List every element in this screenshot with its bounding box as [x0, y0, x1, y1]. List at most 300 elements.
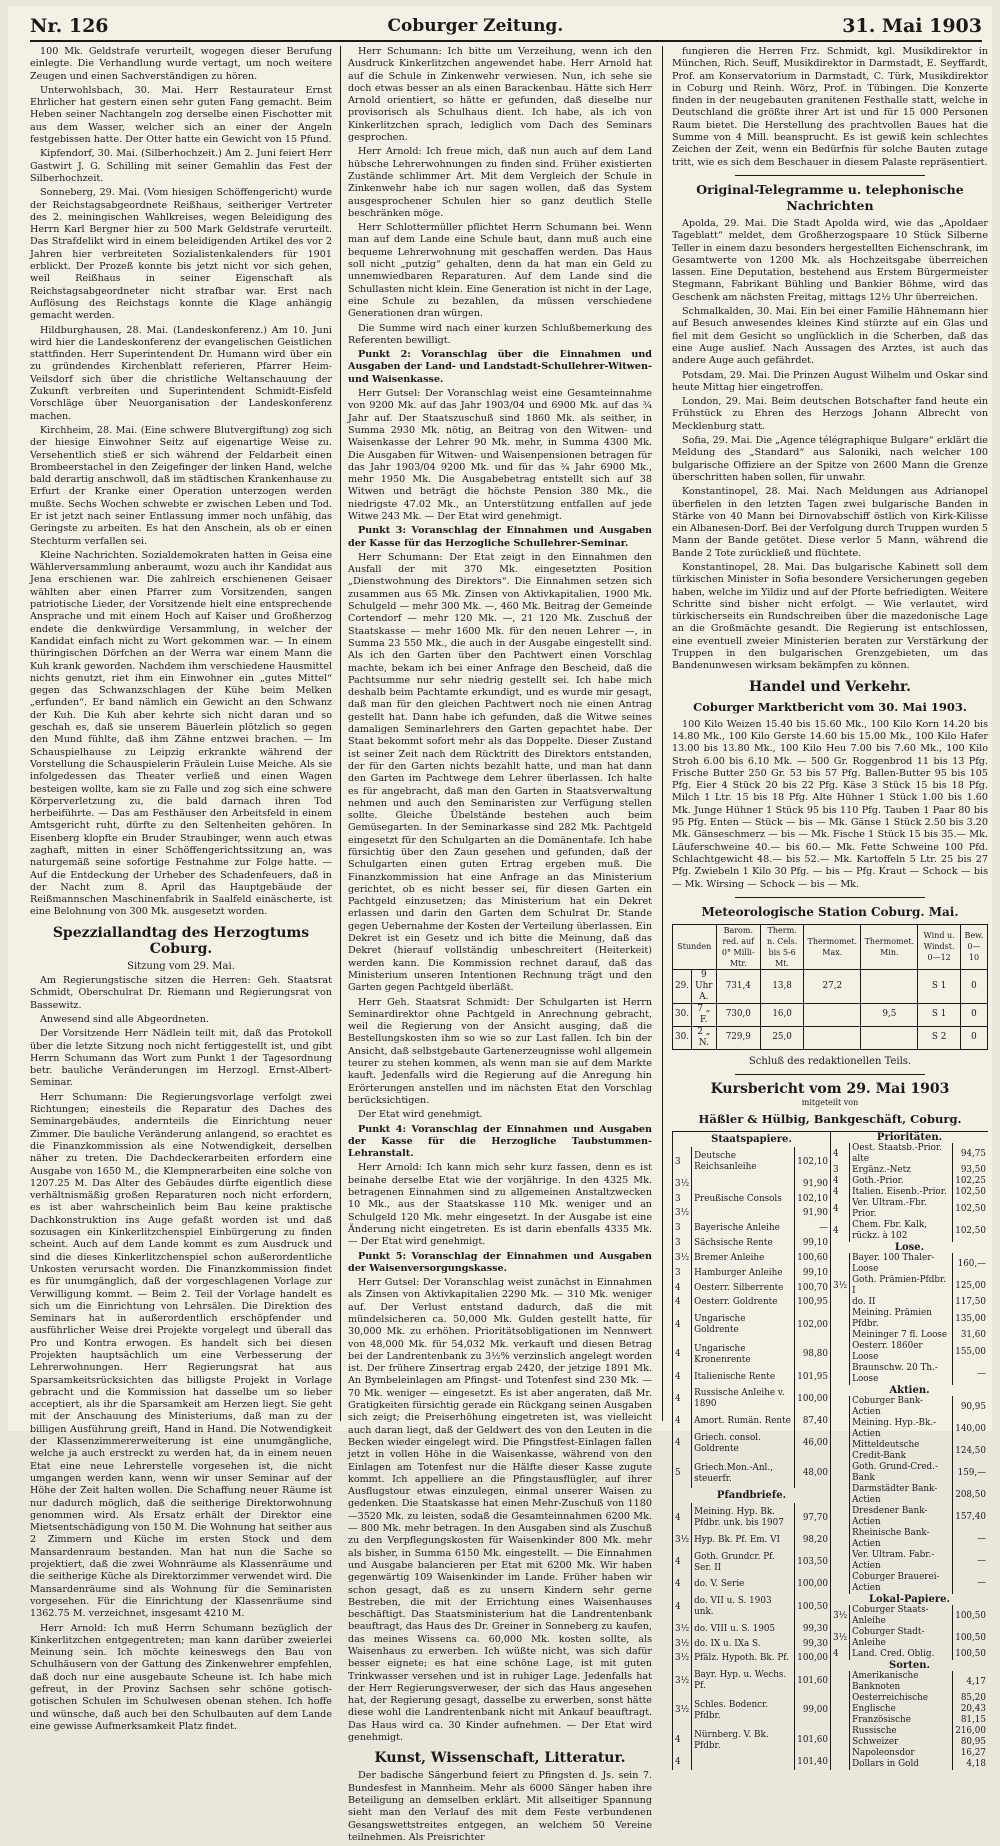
stock-name: Meininger 7 fl. Loose [850, 1330, 953, 1341]
stock-rate [831, 1484, 850, 1506]
stock-rate: 4 [673, 1385, 692, 1415]
stock-name: Italien. Eisenb.-Prior. [850, 1187, 953, 1198]
bank-name: Häßler & Hülbig, Bankgeschäft, Coburg. [698, 1112, 962, 1127]
stock-row [831, 1737, 989, 1748]
stock-row [831, 1715, 989, 1726]
stock-row [831, 1671, 989, 1693]
column-2 [348, 46, 652, 1846]
stock-rate: 4 [673, 1370, 692, 1385]
stock-name: Sächsische Rente [692, 1236, 795, 1251]
stock-name: Ungarische Kronenrente [692, 1340, 795, 1370]
article-text: Herr Arnold: Ich freue mich, daß nun auch auf dem Land hübsche Lehrerwohnungen zu finden sind. Früher existierten Zustände schlimmer Art. Mit dem Vergleich der Schule in Zinkenwehr habe ich nur sagen wollen, daß das System ausgesprochener Schulen hier so ganz deutlich Stelle beschränken möge. [348, 146, 652, 219]
stock-rate: 3 [673, 1221, 692, 1236]
stock-rate: 4 [673, 1592, 692, 1622]
stock-price: 100,50 [953, 1649, 988, 1660]
stock-row [673, 1622, 831, 1637]
stock-rate: 4 [673, 1310, 692, 1340]
stock-price: 87,40 [795, 1414, 830, 1429]
stock-price: 91,90 [795, 1207, 830, 1222]
stock-name: Chem. Fbr. Kalk, rückz. à 102 [850, 1220, 953, 1242]
stock-row [831, 1176, 989, 1187]
article-text: Herr Schumann: Die Regierungsvorlage verfolgt zwei Richtungen; einesteils die Reparatur des Daches des Seminargebäudes, andernteils die Einrichtung neuer Zimmer. Die bauliche Veränderung anlangend, so erachtet es die Finanzkommission als eine Notwendigkeit, derselben näher zu treten. Die Dachdeckerarbeiten erfordern eine Ausgabe von 1650 M., die Klempnerarbeiten eine solche von 1207.25 M. Das Alter des Gebäudes dürfte eigentlich diese verhältnismäßig großen Reparaturen noch nicht erfordern, es ist aber wahrscheinlich beim Bau keine praktische Dachkonstruktion ins Auge gefaßt worden ist und daß sozusagen ein Kinkerlitzchenspiel Einbürgerung zu finden scheint. Auch auf dem Lande kommt es zum Ausdruck und sind die dieses Kinkerlitzchenspiel schon außerordentliche Unkosten verursacht worden. Die Finanzkommission findet es für unumgänglich, daß der vorgeschlagenen Vorlage zur Verwilligung kommt. — Beim 2. Teil der Vorlage handelt es sich um die Einrichtung von Lehrsälen. Die Direktion des Seminars hat in außerordentlich erschöpfender und ausführlicher Weise drei Projekte vorgelegt und überall das Pro und Kontra erwogen. Es handelt sich bei diesen Projekten hauptsächlich um eine Verbesserung der Lehrerwohnungen. Herr Regierungsrat hat aus Sparsamkeitsrücksichten das billigste Projekt in Vorlage gebracht und die Kommission hat dasselbe um so lieber acceptiert, als ihr die Sparsamkeit am Herzen liegt. Sie geht mit der Anschauung des Ministeriums, daß man zu der billigen Ausführung greift, Hand in Hand. Die Notwendigkeit der Klassenzimmererweiterung ist eine unumgängliche, welche ja auch erstreckt zu werden hat, da in einem neuen Etat eine neue Lehrerstelle vorgesehen ist, die nicht umgangen werden kann, wenn wir unser Seminar auf der Höhe der Zeit halten wollen. Die Schaffung neuer Räume ist nur dadurch möglich, daß die seitherige Direktorwohnung genommen wird. Als Ersatz erhält der Direktor eine Mietsentschädigung von 150 M. Die Wohnung hat seither aus 2 Zimmern und Küche im ersten Stock und dem Mansardenraum bestanden. Man hat nun die Sache so projektiert, daß die zwei Wohnräume als Klassenräume und die seitherige Küche als Direktorzimmer verwendet wird. Die Mansardenräume sind als Wohnung für die Seminaristen vorgesehen. Für die Einrichtung der Klassenräume sind 1362.75 M. verzeichnet, insgesamt 4210 M. [30, 1091, 332, 1620]
stock-name: Dollars in Gold [850, 1759, 953, 1770]
stock-price: — [795, 1221, 830, 1236]
weather-heading: Meteorologische Station Coburg. Mai. [701, 904, 959, 919]
article-text: Herr Arnold: Ich muß Herrn Schumann bezüglich der Kinkerlitzchen entgegentreten; man kann darüber zweierlei Meinung sein. Ich möchte keineswegs den Bau von Schulhäusern von der Gattung des Zinkenwehrer empfehlen, daß doch nur eine ausgebaute Scheune ist. Ich habe mich gefreut, in der Provinz Sachsen sehr schöne gotisch-gotischen Schulen im Schulwesen obenan stehen. Ich hoffe und wünsche, daß auch bei den Schulbauten auf dem Lande eine gewisse Aufmerksamkeit Platz findet. [30, 1622, 332, 1732]
stock-price: 157,40 [953, 1506, 988, 1528]
weather-header: Thermomet. Min. [861, 924, 918, 969]
issue-date: 31. Mai 1903 [842, 15, 982, 37]
stock-price: 216,00 [953, 1726, 988, 1737]
stock-row [673, 1652, 831, 1667]
stock-rate [831, 1737, 850, 1748]
stock-rate: 3½ [831, 1275, 850, 1297]
stock-name: Goth.-Prior. [850, 1176, 953, 1187]
article-text: Unterwohlsbach, 30. Mai. Herr Restaurateur Ernst Ehrlicher hat gestern einen sehr guten Fang gemacht. Beim Heben seiner Nachtangeln zog derselbe einen Fischotter mit aus dem Wasser, welcher sich an einer der Angeln festgebissen hatte. Der Otter hatte ein Gewicht von 15 Pfund. [30, 84, 332, 146]
stock-row [673, 1577, 831, 1592]
article-text: Herr Gutsel: Der Voranschlag weist zunächst in Einnahmen als Zinsen von Aktivkapitalien 2290 Mk. — 310 Mk. weniger auf. Der Verlust entstand dadurch, daß die mit mündelsicheren ca. 50,000 Mk. Gulden gestellt hatte, für 30,000 Mk. zu erhöhen. Prioritätsobligationen im Nennwert von 48,000 Mk. für 54,032 Mk. verkauft und diesen Betrag bei der Landrentenbank zu 3½% verzinslich angelegt worden ist. Der frühere Zinsertrag ergab 2420, der jetzige 1891 Mk. An Bymbeleinlagen am Pfingst- und Totenfest sind 230 Mk. — 70 Mk. weniger — eingesetzt. Es ist aber angeraten, daß Mr. Gratigkeiten fürsichtig gerade ein Rückgang seinen Ausgaben sich zeigt; die Preiserhöhung eingetreten ist, was vielleicht auch daran liegt, daß der Geldwert des von den Leuten in die Becken wieder eingelegt wird. Die Pfingstfest-Einlagen fallen jetzt in vollen Höhe in die Waisenkasse, während von den Einlagen am Totenfest nur die Hälfte dieser Kasse zugute kommt. Ich appelliere an die Pfingstausflügler, auf ihrer Ausflugstour etwas einzulegen, einmal unserer Waisen zu gedenken. Die Staatskasse hat einen Mehr-Zuschuß von 1180—3520 Mk. zu leisten, sodaß die Gesamteinnahmen 6200 Mk. — 800 Mk. mehr betragen. In den Ausgaben sind als Zuschuß zu den Verpflegungskosten für Waisenkinder 800 Mk. mehr als bisher, in Summa 6150 Mk. eingestellt. — Die Einnahmen und Ausgabe balancieren per Etat mit 6200 Mk. Wir haben gegenwärtig 109 Waisenkinder im Lande. Früher haben wir schon gesagt, daß es zu unsern Kindern sehr gerne Bestreben, die mit der Errichtung eines Waisenhauses beschäftigt. Das Staatsministerium hat die Landrentenbank beauftragt, das Haus des Dr. Greiner in Sonneberg zu kaufen, das meines Wissens ca. 60,000 Mk. kosten sollte, als Waisenhaus zu erwerben. Ich wüßte nicht, was sich dafür besser eignete; es hat eine schöne Lage, ist mit guten Trinkwasser versehen und ist in ruhiger Lage. Jedenfalls hat der Herr Regierungsverweser, der sich das Haus angesehen hat, der Regierung gesagt, dasselbe zu erwerben, sonst hätte diese wohl die Landrentenbank nicht mit Ankauf beauftragt. Das Haus wird ca. 30 Kinder aufnehmen. — Der Etat wird genehmigt. [348, 1277, 652, 1744]
stock-row [831, 1550, 989, 1572]
stock-price: 125,00 [953, 1275, 988, 1297]
weather-header: Bew. 0—10 [960, 924, 987, 969]
stock-rate [831, 1418, 850, 1440]
stock-price: 31,60 [953, 1330, 988, 1341]
stock-name: do. VII u. S. 1903 unk. [692, 1592, 795, 1622]
stock-name: Griech. consol. Goldrente [692, 1429, 795, 1459]
stock-rate: 3½ [831, 1627, 850, 1649]
stock-row [831, 1253, 989, 1275]
stock-name: Schles. Bodencr. Pfdbr. [692, 1696, 795, 1726]
stock-row [673, 1370, 831, 1385]
stock-rate [831, 1363, 850, 1385]
stock-name: Hamburger Anleihe [692, 1266, 795, 1281]
editorial-end: Schluß des redaktionellen Teils. [748, 1055, 912, 1067]
stock-price: 4,18 [953, 1759, 988, 1770]
stock-rate [831, 1550, 850, 1572]
stock-rate [831, 1253, 850, 1275]
newspaper-page [8, 6, 992, 1843]
weather-cell: 27,2 [804, 969, 861, 1003]
telegram: Sofia, 29. Mai. Die „Agence télégraphique Bulgare“ erklärt die Meldung des „Standard“ aus Saloniki, nach welcher 100 bulgarische Offiziere an der Spitze von 2600 Mann die Grenze überschritten haben sollen, für unwahr. [672, 435, 988, 483]
stock-price: 98,80 [795, 1340, 830, 1370]
stock-price: 99,30 [795, 1637, 830, 1652]
stock-rate [831, 1704, 850, 1715]
stock-row [831, 1627, 989, 1649]
stock-row [831, 1308, 989, 1330]
stock-price: 101,60 [795, 1666, 830, 1696]
divider [735, 1074, 925, 1075]
stock-rate [831, 1396, 850, 1418]
stock-row [673, 1385, 831, 1415]
weather-cell: 25,0 [760, 1026, 803, 1049]
stock-rate: 3½ [673, 1652, 692, 1667]
stock-row [673, 1177, 831, 1192]
stock-name: Ver. Ultram. Fabr.-Actien [850, 1550, 953, 1572]
weather-cell [804, 1026, 861, 1049]
stock-rate: 3½ [673, 1637, 692, 1652]
stock-rate: 4 [673, 1755, 692, 1770]
stock-row [831, 1605, 989, 1627]
stock-name: Meining. Prämien Pfdbr. [850, 1308, 953, 1330]
divider [735, 175, 925, 176]
column-rule [340, 46, 341, 1421]
stock-row [673, 1192, 831, 1207]
stock-row [831, 1187, 989, 1198]
stock-name: Coburger Brauerei-Actien [850, 1572, 953, 1594]
stock-row [673, 1666, 831, 1696]
article-text: Anwesend sind alle Abgeordneten. [40, 1013, 209, 1025]
stock-name: do. VIII u. S. 1905 [692, 1622, 795, 1637]
stock-rate: 3½ [673, 1533, 692, 1548]
stock-row [831, 1418, 989, 1440]
stock-name: Land. Cred. Oblig. [850, 1649, 953, 1660]
stock-name: Braunschw. 20 Th.-Loose [850, 1363, 953, 1385]
stock-price: — [953, 1363, 988, 1385]
article-text: Herr Geh. Staatsrat Schmidt: Der Schulgarten ist Herrn Seminardirektor ohne Pachtgeld in Anrechnung gebracht, weil die Regierung von der Ansicht ausging, daß die Bestellungskosten ihm so wie so zur Last fallen. Ich bin der Ansicht, daß selbstgebaute Gartenerzeugnisse wohl allgemein teurer zu stehen kommen, als wenn man sie auf dem Markte kauft. Jedenfalls wird die Regierung auf die Anregung hin Erörterungen anstellen und im nächsten Etat den Vorschlag berücksichtigen. [348, 996, 652, 1106]
stock-row [831, 1704, 989, 1715]
stock-rate: 3 [673, 1236, 692, 1251]
stock-name: Russische [850, 1726, 953, 1737]
stock-price: 102,50 [953, 1198, 988, 1220]
stock-rate: 3½ [831, 1605, 850, 1627]
stock-name: Oest. Staatsb.-Prior. alte [850, 1143, 953, 1165]
telegram: Schmalkalden, 30. Mai. Ein bei einer Familie Hähnemann hier auf Besuch anwesendes kleines Kind stürzte auf ein Glas und fiel mit dem Gesicht so unglücklich in die Scherben, daß das eine Auge auslief. Nach Aussagen des Arztes, ist auch das andere Auge auch gefährdet. [672, 306, 988, 367]
stock-rate: 4 [673, 1281, 692, 1296]
stock-section-heading [831, 1594, 989, 1605]
article-text: Am Regierungstische sitzen die Herren: Geh. Staatsrat Schmidt, Oberschulrat Dr. Riemann und Regierungsrat von Bassewitz. [30, 975, 332, 1011]
stock-rate [831, 1726, 850, 1737]
stock-name: do. IX u. IXa S. [692, 1637, 795, 1652]
stock-row [831, 1484, 989, 1506]
section-heading: Handel und Verkehr. [749, 678, 911, 695]
article-text: Hildburghausen, 28. Mai. (Landeskonferenz.) Am 10. Juni wird hier die Landeskonferenz der evangelischen Geistlichen stattfinden. Herr Superintendent Dr. Humann wird über ein zu gründendes Kirchenblatt referieren, Pfarrer Heim-Veilsdorf sich über die christliche Weltanschauung der Zukunft verbreiten und Superintendent Schmidt-Eisfeld Vorschläge über Neuorganisation der Landeskonferenz machen. [30, 324, 332, 422]
article-text: Herr Schlottermüller pflichtet Herrn Schumann bei. Wenn man auf dem Lande eine Schule baut, dann muß auch eine bequeme Lehrerwohnung mit geschaffen werden. Das Haus soll nicht „putzig“ gehalten, denn da hat man ein Geld zu unnemwiedbaren Reparaturen. Auf dem Lande sind die Schullasten nicht klein. Eine Generation ist nicht in der Lage, eine Schule zu bezahlen, da müssen verschiedene Generationen dran würgen. [348, 222, 652, 320]
telegram: Apolda, 29. Mai. Die Stadt Apolda wird, wie das „Apoldaer Tageblatt“ meldet, dem Großherzogspaare 10 Stück Silberne Teller in einem dazu besonders hergestellten Eichenschrank, im Gesamtwerte von 1200 Mk. als Hochzeitsgabe überreichen lassen. Eine Deputation, bestehend aus Erstem Bürgermeister Stegmann, Fabrikant Bühling und Bankier Böhme, wird das Geschenk am nächsten Freitag, mittags 12½ Uhr überreichen. [672, 217, 988, 303]
stock-rate: 5 [673, 1459, 692, 1489]
stock-name: Coburger Stadt-Anleihe [850, 1627, 953, 1649]
stock-rate [831, 1693, 850, 1704]
stock-name: Englische [850, 1704, 953, 1715]
stock-row [831, 1759, 989, 1770]
stock-row [673, 1459, 831, 1489]
stock-price: 124,50 [953, 1440, 988, 1462]
stock-price: 140,00 [953, 1418, 988, 1440]
stock-name: Oesterreichische [850, 1693, 953, 1704]
stock-price: 97,70 [795, 1503, 830, 1533]
weather-cell: 0 [960, 1026, 987, 1049]
stock-row [831, 1396, 989, 1418]
stock-name: Goth. Prämien-Pfdbr. I [850, 1275, 953, 1297]
stock-rate [831, 1330, 850, 1341]
weather-row [673, 1026, 988, 1049]
stock-name: Oesterr. Goldrente [692, 1296, 795, 1311]
weather-header: Thermomet. Max. [804, 924, 861, 969]
stock-row [831, 1440, 989, 1462]
stock-name: Französische [850, 1715, 953, 1726]
article-text: Der badische Sängerbund feiert zu Pfingsten d. Js. sein 7. Bundesfest in Mannheim. Mehr als 6000 Sänger haben ihre Beteiligung an demselben erklärt. Mit allseitiger Spannung sieht man den Verlauf des mit dem Feste verbundenen Gesangswettstreites entgegen, an welchem 50 Vereine teilnehmen. Als Preisrichter [348, 1770, 652, 1843]
stock-name: Pfälz. Hypoth. Bk. Pf. [692, 1652, 795, 1667]
stock-section-label: Aktien. [831, 1385, 989, 1396]
stock-name: Ver. Ultram.-Fbr. Prior. [850, 1198, 953, 1220]
weather-cell: 0 [960, 969, 987, 1003]
divider [735, 897, 925, 898]
stock-rate: 4 [673, 1726, 692, 1756]
stock-row [831, 1693, 989, 1704]
article-text: Herr Gutsel: Der Voranschlag weist eine Gesamteinnahme von 9200 Mk. auf das Jahr 1903/04 und 6900 Mk. auf das ¾ Jahr auf. Der Staatszuschuß sind 1860 Mk. als seither, in Summa 2930 Mk. nötig, an Beitrag von den Witwen- und Waisenkasse der Lehrer 90 Mk. mehr, in Summa 4300 Mk. Die Ausgaben für Witwen- und Waisenpensionen betragen für das Jahr 1903/04 9200 Mk. und für das ¾ Jahr 6900 Mk., mehr 1950 Mk. Die Ausgabebetrag entstellt sich auf 38 Witwen und beträgt die höchste Pension 380 Mk., die niedrigste 47.02 Mk., an Unterstützung entfallen auf jede Witwe 243 Mk. — Der Etat wird genehmigt. [348, 388, 652, 522]
weather-row [673, 969, 988, 1003]
article-text: Sonneberg, 29. Mai. (Vom hiesigen Schöffengericht) wurde der Reichstagsabgeordnete Reißhaus, seitheriger Vertreter des 2. meiningischen Wahlkreises, wegen Beleidigung des Herrn Karl Bergner hier zu 500 Mark Geldstrafe verurteilt. Das Strafdelikt wird in einem beleidigenden Artikel des vor 2 Jahren hier verbreiteten Sozialistenkalenders für 1901 erblickt. Der Prozeß konnte bis jetzt nicht vor sich gehen, weil Reißhaus in seiner Eigenschaft als Reichstagsabgeordneter nicht strafbar war. Erst nach Auflösung des Reichstags konnte die Klage anhängig gemacht werden. [30, 187, 332, 322]
stock-row [831, 1748, 989, 1759]
issue-number: Nr. 126 [30, 15, 109, 37]
stock-rate [831, 1715, 850, 1726]
column-3 [672, 46, 988, 1770]
stock-name: Ergänz.-Netz [850, 1165, 953, 1176]
stock-section-label: Lokal-Papiere. [831, 1594, 989, 1605]
article-text: Herr Arnold: Ich kann mich sehr kurz fassen, denn es ist beinahe derselbe Etat wie der vorjährige. In den 4325 Mk. betragenen Einnahmen sind zu allgemeinen Anstaltzwecken 10 Mk., aus der Staatskasse 110 Mk. weniger und an Schulgeld 120 Mk. mehr eingesetzt. In der Ausgabe ist eine Änderung nicht eingetreten. Es ist darin ebenfalls 4335 Mk. — Der Etat wird genehmigt. [348, 1162, 652, 1248]
stock-rate [831, 1671, 850, 1693]
stock-price: 100,60 [795, 1251, 830, 1266]
stock-price: 102,10 [795, 1147, 830, 1177]
article-text: Der Vorsitzende Herr Nädlein teilt mit, daß das Protokoll über die letzte Sitzung noch nicht fertiggestellt ist, und gibt Herrn Schumann das Wort zum Punkt 1 der Tagesordnung betr. bauliche Veränderungen im Herzogl. Ernst-Albert-Seminar. [30, 1028, 332, 1089]
stock-rate: 4 [673, 1503, 692, 1533]
stock-name: Hyp. Bk. Pf. Em. VI [692, 1533, 795, 1548]
stock-row [673, 1221, 831, 1236]
weather-cell: 729,9 [716, 1026, 760, 1049]
stock-price: 81,15 [953, 1715, 988, 1726]
stock-rate: 3½ [673, 1696, 692, 1726]
stock-price: 80,95 [953, 1737, 988, 1748]
stock-rate: 4 [831, 1187, 850, 1198]
stock-name: Goth. Grund-Cred.-Bank [850, 1462, 953, 1484]
stock-price: — [953, 1572, 988, 1594]
stock-price: — [953, 1528, 988, 1550]
stock-rate [831, 1341, 850, 1363]
stock-name: Griech.Mon.-Anl., steuerfr. [692, 1459, 795, 1489]
stock-name [692, 1755, 795, 1770]
stock-price: 117,50 [953, 1297, 988, 1308]
stock-rate [831, 1759, 850, 1770]
stock-price: 99,10 [795, 1266, 830, 1281]
article-text: Der Etat wird genehmigt. [358, 1109, 483, 1121]
stock-price: 159,— [953, 1462, 988, 1484]
telegram: Konstantinopel, 28. Mai. Das bulgarische Kabinett soll dem türkischen Minister in Sofia besondere Versicherungen gegeben haben, welche im Yildiz und auf der Pforte befriedigten. Weitere Schritte sind bisher nicht erfolgt. — Wie verlautet, wird türkischerseits ein Rundschreiben über die mazedonische Lage an die Großmächte gesandt. Die Regierung ist entschlossen, eine eventuell zweier Ministerien beraten zur Verstärkung der Truppen in den bulgarischen Grenzgebieten, um das Bandenunwesen wirksam bekämpfen zu können. [672, 561, 988, 672]
weather-header: Wind u. Windst. 0—12 [918, 924, 961, 969]
stock-name: Schweizer [850, 1737, 953, 1748]
stock-table [672, 1131, 988, 1770]
stock-row [831, 1330, 989, 1341]
stock-row [673, 1503, 831, 1533]
stock-row [673, 1533, 831, 1548]
stock-rate: 3 [831, 1165, 850, 1176]
market-report: 100 Kilo Weizen 15.40 bis 15.60 Mk., 100 Kilo Korn 14.20 bis 14.80 Mk., 100 Kilo Gerste 14.60 bis 15.00 Mk., 100 Kilo Hafer 13.00 bis 13.80 Mk., 100 Kilo Heu 7.00 bis 7.60 Mk., 100 Kilo Stroh 6.00 bis 6.10 Mk. — 500 Gr. Roggenbrod 11 bis 13 Pfg. Frische Butter 250 Gr. 53 bis 57 Pfg. Ballen-Butter 95 bis 105 Pfg. Eier 4 Stück 20 bis 22 Pfg. Käse 3 Stück 15 bis 18 Pfg. Milch 1 Ltr. 15 bis 18 Pfg. Alte Hühner 1 Stück 1.00 bis 1.60 Mk. Junge Hühner 1 Stück 95 bis 110 Pfg. Tauben 1 Paar 80 bis 95 Pfg. Enten — Stück — bis — Mk. Gänse 1 Stück 2.50 bis 3.20 Mk. Gänseschmerz — bis — Mk. Fische 1 Stück 15 bis 35.— Mk. Läuferschweine 40.— bis 60.— Mk. Fette Schweine 100 Pfd. Schlachtgewicht 48.— bis 52.— Mk. Kartoffeln 5 Ltr. 25 bis 27 Pfg. Zwiebeln 1 Kilo 30 Pfg. — bis — Pfg. Kraut — Schock — bis — Mk. Wirsing — Schock — bis — Mk. [672, 718, 988, 890]
stock-row [673, 1236, 831, 1251]
weather-cell: 731,4 [716, 969, 760, 1003]
stock-price: 102,50 [953, 1220, 988, 1242]
stock-price: 46,00 [795, 1429, 830, 1459]
stock-rate: 4 [673, 1548, 692, 1578]
weather-header: Stunden [673, 924, 717, 969]
stock-row [673, 1281, 831, 1296]
stock-name: Mitteldeutsche Credit-Bank [850, 1440, 953, 1462]
stock-name: Dresdener Bank-Actien [850, 1506, 953, 1528]
stock-price: 100,70 [795, 1281, 830, 1296]
stock-table-left [672, 1132, 830, 1770]
stock-price: 100,00 [795, 1577, 830, 1592]
stock-row [831, 1572, 989, 1594]
stock-rate: 3½ [673, 1207, 692, 1222]
stock-row [831, 1726, 989, 1737]
stock-name: Bremer Anleihe [692, 1251, 795, 1266]
article-text: Kirchheim, 28. Mai. (Eine schwere Blutvergiftung) zog sich der hiesige Einwohner Seitz auf eigenartige Weise zu. Versehentlich stieß er sich während der Feldarbeit einen Brombeerstachel in den Zeigefinger der linken Hand, welche bald derartig anschwoll, daß im städtischen Krankenhause zu Erfurt der Kranke einer Operation unterzogen werden mußte. Sechs Wochen schwebte er zwischen Leben und Tod. Er ist jetzt nach seiner Entlassung immer noch unfähig, das Geringste zu arbeiten. Es hat den Anschein, als ob er einen Stechturm verfallen sei. [30, 424, 332, 547]
stock-price: 99,00 [795, 1696, 830, 1726]
stock-price: 91,90 [795, 1177, 830, 1192]
stock-row [673, 1207, 831, 1222]
stock-name: Meining. Hyp.-Bk.-Actien [850, 1418, 953, 1440]
weather-cell: S 1 [918, 969, 961, 1003]
weather-header: Barom. red. auf 0° Milli-Mtr. [716, 924, 760, 969]
stock-rate: 3½ [673, 1666, 692, 1696]
section-heading: Kunst, Wissenschaft, Litteratur. [374, 1750, 626, 1767]
column-rule [662, 46, 663, 1421]
column-1 [30, 46, 332, 1735]
stock-row [673, 1429, 831, 1459]
masthead [30, 12, 982, 42]
stock-price: 102,10 [795, 1192, 830, 1207]
stock-row [831, 1165, 989, 1176]
stock-price: 155,00 [953, 1341, 988, 1363]
stock-rate: 4 [673, 1414, 692, 1429]
stock-price: — [953, 1550, 988, 1572]
stock-section-label: Sorten. [831, 1660, 989, 1671]
weather-row [673, 1003, 988, 1026]
stock-report-sub: mitgeteilt von [801, 1098, 859, 1108]
stock-name: Italienische Rente [692, 1370, 795, 1385]
stock-rate [831, 1462, 850, 1484]
session-date: Sitzung vom 29. Mai. [127, 960, 235, 972]
stock-name: Oesterr. 1860er Loose [850, 1341, 953, 1363]
stock-section-label: Pfandbriefe. [673, 1488, 831, 1503]
stock-section-heading [831, 1660, 989, 1671]
stock-name: Napoleonsdor [850, 1748, 953, 1759]
stock-price: 160,— [953, 1253, 988, 1275]
stock-price: 99,30 [795, 1622, 830, 1637]
stock-rate: 3 [673, 1192, 692, 1207]
article-text: Herr Schumann: Der Etat zeigt in den Einnahmen den Ausfall der mit 370 Mk. eingesetzten Position „Dienstwohnung des Direktors“. Die Einnahmen setzen sich zusammen aus 65 Mk. Zinsen von Aktivkapitalien, 1900 Mk. Schulgeld — mehr 300 Mk. —, 460 Mk. Beitrag der Gemeinde Cortendorf — mehr 120 Mk. —, 21 120 Mk. Zuschuß der Staatskasse — mehr 1600 Mk. für den neuen Lehrer —, in Summa 23 550 Mk., die auch in der Ausgabe eingestellt sind. Als ich den Garten über den Pachtwert einen Vorschlag machte, bekam ich bei einer Anfrage den Bescheid, daß die Pachtsumme nur sehr niedrig gestellt sei. Ich habe mich deshalb beim Pachtamte erkundigt, und es wurde mir gesagt, daß man für den gleichen Pachtwert noch nie einen Antrag gestellt hat. Dann habe ich gefunden, daß die Witwe seines damaligen Seminarlehrers den Garten gepachtet habe. Der Staat bekommt sofort mehr als das Doppelte. Dieser Zustand ist seiner Zeit nach dem Rücktritt des Direktors entstanden, der für den Garten nichts bezahlt hatte, und man hat dann den Garten im Pachtwege dem Lehrer überlassen. Ich halte es für angebracht, daß man den Garten in Staatsverwaltung nehmen und auch den Seminaristen zur Verfügung stellen sollte. Gleiche Übelstände bestehen auch beim Gemüsegarten. In der Seminarkasse sind 282 Mk. Pachtgeld eingesetzt für den Schulgarten an die Domänentafe. Ich habe fürsichtig über den Zaun gesehen und gefunden, daß der Schulgarten einen guten Ertrag ergeben muß. Die Finanzkommission hat eine Anfrage an das Ministerium gerichtet, ob es nicht besser sei, für diesen Garten ein Pachtgeld einzusetzen; das Ministerium hat ein Dekret erlassen und darin den Garten dem Schulrat Dr. Stande gegen Uebernahme der Kosten der Verteilung überlassen. Ein Dekret ist ein Gesetz und ich bitte die Meinung, daß das Dekret (hierauf vollständig unbeschreitert (Heiterkeit) werden kann. Die Kommission rechnet darauf, daß das Ministerium unseren Intentionen Rechnung trägt und den Garten gegen Pachtgeld überläßt. [348, 551, 652, 994]
weather-cell: 7 „ F. [692, 1003, 717, 1026]
stock-rate: 4 [673, 1577, 692, 1592]
weather-cell: 30. [673, 1026, 692, 1049]
stock-row [831, 1198, 989, 1220]
weather-cell: S 1 [918, 1003, 961, 1026]
agenda-item: Punkt 5: Voranschlag der Einnahmen und Ausgaben der Waisenversorgungskasse. [348, 1250, 652, 1274]
stock-price: 102,25 [953, 1176, 988, 1187]
stock-row [831, 1363, 989, 1385]
stock-row [831, 1528, 989, 1550]
stock-price: 4,17 [953, 1671, 988, 1693]
weather-cell: 9 Uhr A. [692, 969, 717, 1003]
stock-rate [831, 1506, 850, 1528]
stock-price: 208,50 [953, 1484, 988, 1506]
article-text: Herr Schumann: Ich bitte um Verzeihung, wenn ich den Ausdruck Kinkerlitzchen angewendet habe. Herr Arnold hat auf die Schule in Zinkenwehr verwiesen. Nun, ich sehe sie doch etwas besser an als einen Barackenbau. Hätte sich Herr Arnold orientiert, so hätte er gefunden, daß dieselbe nur provisorisch als Schulhaus dient. Ich habe, als ich von Kinkerlitzchen sprach, lediglich vom Dach des Seminars gesprochen. [348, 46, 652, 144]
weather-cell: 16,0 [760, 1003, 803, 1026]
stock-section-heading [673, 1488, 831, 1503]
stock-row [673, 1637, 831, 1652]
stock-row [673, 1755, 831, 1770]
stock-rate: 3½ [673, 1251, 692, 1266]
stock-rate: 4 [831, 1198, 850, 1220]
stock-row [673, 1147, 831, 1177]
stock-rate: 4 [831, 1176, 850, 1187]
stock-row [831, 1649, 989, 1660]
stock-rate: 4 [831, 1220, 850, 1242]
stock-price: 90,95 [953, 1396, 988, 1418]
stock-name: Coburger Bank-Actien [850, 1396, 953, 1418]
article-text: fungieren die Herren Frz. Schmidt, kgl. Musikdirektor in München, Rich. Seuff, Musikdirektor in Darmstadt, E. Seyffardt, Prof. am Konservatorium in Darmstadt, C. Türk, Musikdirektor in Coburg und Reinh. Wörz, Prof. in Tübingen. Die Konzerte finden in der neugebauten granitenen Festhalle statt, welche in Deutschland die größte ihrer Art ist und für 15 000 Personen Raum bietet. Die Herstellung des prachtvollen Baues hat die Summe von 4 Mill. beansprucht. Es ist gewiß kein schlechtes Zeichen der Zeit, wenn ein Bedürfnis für solche Bauten zutage tritt, wie es sich dem Beschauer in diesem Palaste repräsentiert. [672, 46, 988, 168]
weather-cell: 9,5 [861, 1003, 918, 1026]
stock-name: Amort. Rumän. Rente [692, 1414, 795, 1429]
weather-cell [804, 1003, 861, 1026]
stock-rate: 3½ [673, 1177, 692, 1192]
stock-row [831, 1462, 989, 1484]
telegram: Konstantinopel, 28. Mai. Nach Meldungen aus Adrianopel überfielen in den letzten Tagen zwei bulgarische Banden in Stärke von 40 Mann bei Dirnovabschiff östlich von Kirk-Kilisse ein Albanesen-Dorf. Bei der Verfolgung durch Truppen wurden 5 Mann der Bande getötet. Diese verlor 5 Mann, während die Bande 2 Tote zurückließ und flüchtete. [672, 486, 988, 559]
stock-row [831, 1143, 989, 1165]
agenda-item: Punkt 4: Voranschlag der Einnahmen und Ausgaben der Kasse für die Herzogliche Taubstummen-Lehranstalt. [348, 1123, 652, 1160]
stock-row [673, 1592, 831, 1622]
stock-price: 100,50 [953, 1627, 988, 1649]
stock-rate: 3 [673, 1147, 692, 1177]
stock-name: Deutsche Reichsanleihe [692, 1147, 795, 1177]
stock-section-label: Prioritäten. [831, 1132, 989, 1143]
stock-row [673, 1310, 831, 1340]
weather-cell: 30. [673, 1003, 692, 1026]
stock-price: 98,20 [795, 1533, 830, 1548]
weather-table [672, 924, 988, 1050]
stock-row [831, 1297, 989, 1308]
stock-price: 102,50 [953, 1187, 988, 1198]
stock-name: Meining. Hyp. Bk. Pfdbr. unk. bis 1907 [692, 1503, 795, 1533]
stock-price: 85,20 [953, 1693, 988, 1704]
section-heading: Spezziallandtag des Herzogtums Coburg. [52, 924, 310, 957]
article-text: Die Summe wird nach einer kurzen Schlußbemerkung des Referenten bewilligt. [348, 322, 652, 346]
weather-cell: 0 [960, 1003, 987, 1026]
stock-row [831, 1275, 989, 1297]
stock-rate [831, 1440, 850, 1462]
weather-cell: 2 „ N. [692, 1026, 717, 1049]
stock-price: 48,00 [795, 1459, 830, 1489]
stock-price: 94,75 [953, 1143, 988, 1165]
stock-name: do. V. Serie [692, 1577, 795, 1592]
telegram: Potsdam, 29. Mai. Die Prinzen August Wilhelm und Oskar sind heute Mittag hier eingetroffen. [672, 369, 988, 393]
stock-name [692, 1177, 795, 1192]
stock-price: 101,60 [795, 1726, 830, 1756]
weather-cell: 13,8 [760, 969, 803, 1003]
stock-rate: 3 [673, 1266, 692, 1281]
stock-name: Bayer. 100 Thaler-Loose [850, 1253, 953, 1275]
stock-table-right [830, 1132, 988, 1770]
stock-rate [831, 1528, 850, 1550]
stock-rate [831, 1572, 850, 1594]
article-text: Kipfendorf, 30. Mai. (Silberhochzeit.) Am 2. Juni feiert Herr Gastwirt J. G. Schilling mit seiner Gemahlin das Fest der Silberhochzeit. [30, 148, 332, 184]
stock-name: Bayr. Hyp. u. Wechs. Pf. [692, 1666, 795, 1696]
section-heading: Original-Telegramme u. telephonische Nachrichten [696, 181, 964, 213]
stock-price: 103,50 [795, 1548, 830, 1578]
stock-price: 135,00 [953, 1308, 988, 1330]
weather-header: Therm. n. Cels. bis 5-6 Mt. [760, 924, 803, 969]
stock-row [673, 1414, 831, 1429]
article-text: 100 Mk. Geldstrafe verurteilt, wogegen dieser Berufung einlegte. Die Verhandlung wurde vertagt, um noch weitere Zeugen und einen Sachverständigen zu hören. [30, 46, 332, 82]
stock-row [831, 1220, 989, 1242]
stock-price: 93,50 [953, 1165, 988, 1176]
